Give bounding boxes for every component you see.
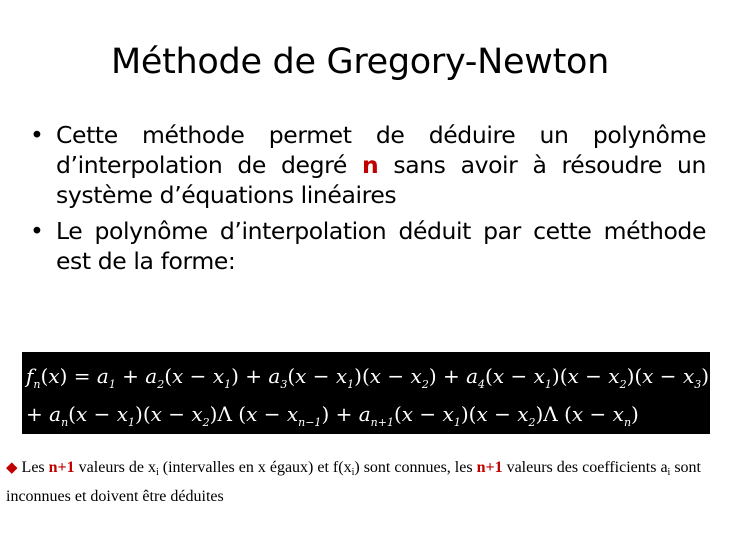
bullet-1-highlight: n xyxy=(361,151,379,179)
note-paragraph xyxy=(6,456,706,509)
bullet-dot: • xyxy=(30,217,44,245)
note-highlight: n+1 xyxy=(476,459,503,476)
formula-line-2: + $a_n(x - x_1)(x - x_2)\Lambda$ $(x - x_{n-1}) + a_{n+1}(x - x_1)(x - x_2)\Lambda$ $(x - x_n)$ xyxy=(26,402,639,429)
note-text: ) sont connues, les xyxy=(354,459,477,476)
note-text: valeurs des coefficients a xyxy=(502,459,668,476)
diamond-bullet-icon: ◆ xyxy=(6,460,18,476)
bullet-1-text-after: sans avoir à résoudre un système d’équations linéaires xyxy=(56,151,706,209)
note-text: sont inconnues et doivent être déduites xyxy=(6,459,701,505)
formula-box xyxy=(22,352,753,434)
bullet-item-1 xyxy=(30,120,706,210)
slide-title: Méthode de Gregory-Newton xyxy=(111,42,609,82)
note-text: Les xyxy=(17,459,49,476)
note-subscript: i xyxy=(155,467,159,478)
note-subscript: i xyxy=(667,467,671,478)
bullet-1-text-before: Cette méthode permet de déduire un polynôme d’interpolation de degré xyxy=(56,121,706,179)
bullet-list xyxy=(30,120,706,276)
note-subscript: i xyxy=(351,467,355,478)
bullet-item-2 xyxy=(30,216,706,276)
note-text: valeurs de x xyxy=(74,459,156,476)
formula-line-1: $f_n(x) = a_1 + a_2(x - x_1) + a_3(x - x_1)(x - x_2) + a_4(x - x_1)(x - x_2)(x - x_3) + \Lambda$ xyxy=(26,364,753,391)
bullet-dot: • xyxy=(30,121,44,149)
note-text: (intervalles en x égaux) et f(x xyxy=(158,459,352,476)
bullet-2-text: Le polynôme d’interpolation déduit par cette méthode est de la forme: xyxy=(56,217,706,275)
note-highlight: n+1 xyxy=(48,459,75,476)
